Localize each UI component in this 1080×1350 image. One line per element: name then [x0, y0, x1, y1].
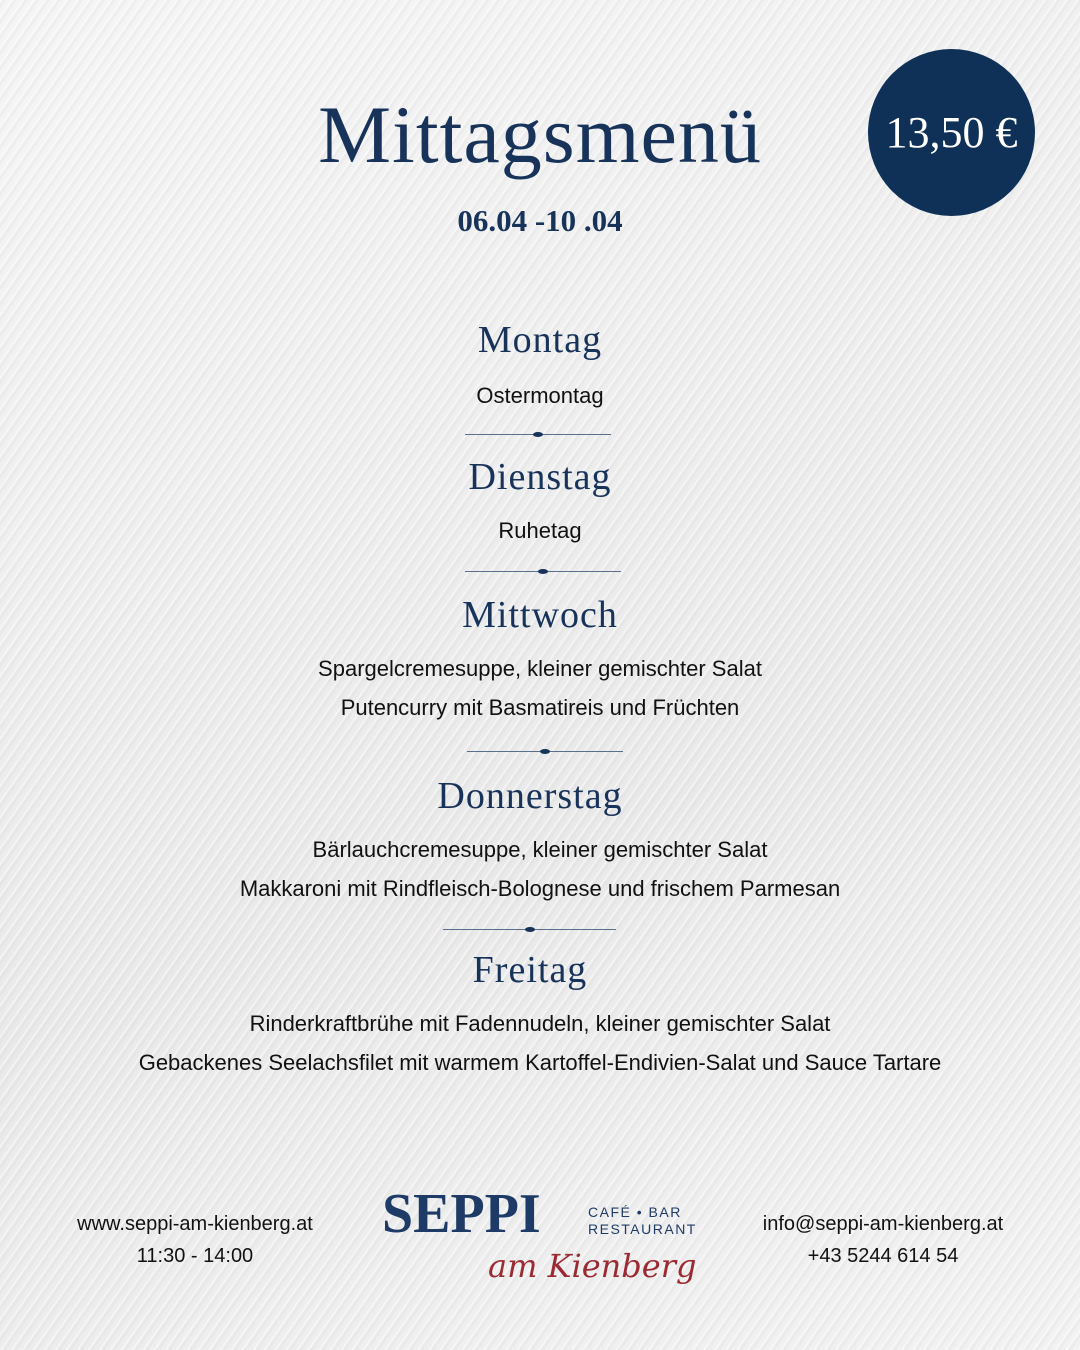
footer-left: [50, 1208, 340, 1272]
logo-script: am Kienberg: [488, 1247, 697, 1285]
dish: Rinderkraftbrühe mit Fadennudeln, kleiner gemischter Salat: [249, 1011, 831, 1036]
dish: Spargelcremesuppe, kleiner gemischter Salat: [318, 656, 762, 681]
day-name: Freitag: [472, 949, 588, 991]
logo-name: SEPPI: [382, 1183, 541, 1245]
price-badge: 13,50 €: [868, 49, 1035, 216]
opening-hours: 11:30 - 14:00: [136, 1245, 254, 1267]
logo-line2: RESTAURANT: [588, 1221, 697, 1237]
dish: Gebackenes Seelachsfilet mit warmem Kartoffel-Endivien-Salat und Sauce Tartare: [138, 1050, 942, 1075]
divider: [465, 571, 621, 572]
logo-line1: CAFÉ • BAR: [588, 1204, 682, 1220]
dish: Makkaroni mit Rindfleisch-Bolognese und frischem Parmesan: [239, 876, 841, 901]
page-title: Mittagsmenü: [318, 89, 762, 180]
website-link[interactable]: www.seppi-am-kienberg.at: [77, 1213, 313, 1235]
logo: [382, 1183, 702, 1296]
day-name: Dienstag: [468, 456, 612, 498]
day-thursday: [0, 774, 1070, 908]
dish: Ostermontag: [476, 383, 604, 408]
phone-number: +43 5244 614 54: [807, 1245, 959, 1267]
footer-right: [740, 1208, 1026, 1272]
day-name: Montag: [477, 319, 603, 361]
day-wednesday: [0, 593, 1080, 727]
day-monday: [0, 318, 1080, 415]
email-link[interactable]: info@seppi-am-kienberg.at: [762, 1213, 1004, 1235]
day-name: Donnerstag: [437, 775, 623, 817]
dish: Bärlauchcremesuppe, kleiner gemischter Salat: [312, 837, 768, 862]
logo-tagline: [588, 1204, 697, 1238]
divider: [467, 751, 623, 752]
divider: [465, 434, 611, 435]
date-range: 06.04 -10 .04: [457, 203, 623, 238]
day-friday: [0, 948, 1070, 1082]
day-tuesday: [0, 455, 1080, 550]
dish: Ruhetag: [498, 518, 582, 543]
day-name: Mittwoch: [462, 594, 618, 636]
dish: Putencurry mit Basmatireis und Früchten: [340, 695, 740, 720]
divider: [443, 929, 616, 930]
